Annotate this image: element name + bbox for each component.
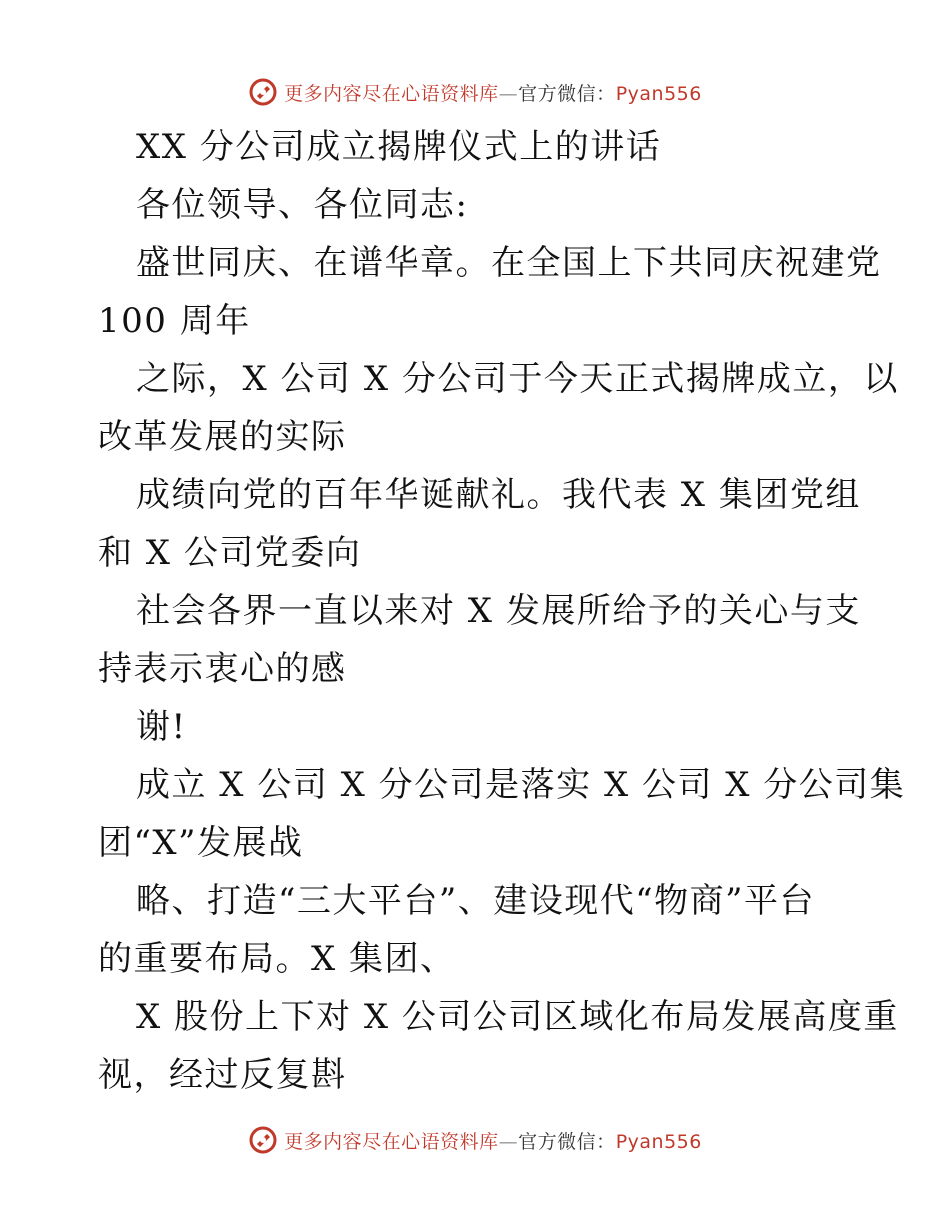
- text-line: 各位领导、各位同志:: [136, 185, 469, 225]
- header-watermark-banner: [0, 72, 950, 112]
- banner-dash: —: [498, 1130, 519, 1153]
- banner-text: [284, 79, 702, 106]
- footer-watermark-banner: [0, 1120, 950, 1160]
- text-line: 团“X”发展战: [98, 823, 304, 863]
- document-body: [98, 118, 906, 1104]
- banner-wechat-id: Pyan556: [615, 1130, 702, 1153]
- text-line: 改革发展的实际: [98, 417, 347, 457]
- text-line: 100 周年: [98, 301, 251, 341]
- text-line: X 股份上下对 X 公司公司区域化布局发展高度重: [136, 997, 899, 1037]
- text-line: 盛世同庆、在谱华章。在全国上下共同庆祝建党: [136, 243, 882, 283]
- text-line: XX 分公司成立揭牌仪式上的讲话: [136, 127, 662, 167]
- banner-main-text: 更多内容尽在心语资料库: [284, 1130, 499, 1153]
- text-line: 略、打造“三大平台”、建设现代“物商”平台: [136, 881, 816, 921]
- banner-wechat-id: Pyan556: [615, 82, 702, 105]
- logo-icon: [248, 1125, 278, 1155]
- text-line: 之际，X 公司 X 分公司于今天正式揭牌成立，以: [136, 359, 899, 399]
- text-line: 的重要布局。X 集团、: [98, 939, 456, 979]
- logo-icon: [248, 77, 278, 107]
- text-line: 谢!: [136, 707, 187, 747]
- text-line: 持表示衷心的感: [98, 649, 347, 689]
- text-line: 社会各界一直以来对 X 发展所给予的关心与支: [136, 591, 861, 631]
- banner-dash: —: [498, 82, 519, 105]
- text-line: 和 X 公司党委向: [98, 533, 362, 573]
- text-line: 成立 X 公司 X 分公司是落实 X 公司 X 分公司集: [136, 765, 906, 805]
- text-line: 成绩向党的百年华诞献礼。我代表 X 集团党组: [136, 475, 861, 515]
- text-line: 视，经过反复斟: [98, 1055, 347, 1095]
- banner-main-text: 更多内容尽在心语资料库: [284, 82, 499, 105]
- banner-wechat-label: 官方微信：: [518, 82, 616, 105]
- banner-text: [284, 1127, 702, 1154]
- banner-wechat-label: 官方微信：: [518, 1130, 616, 1153]
